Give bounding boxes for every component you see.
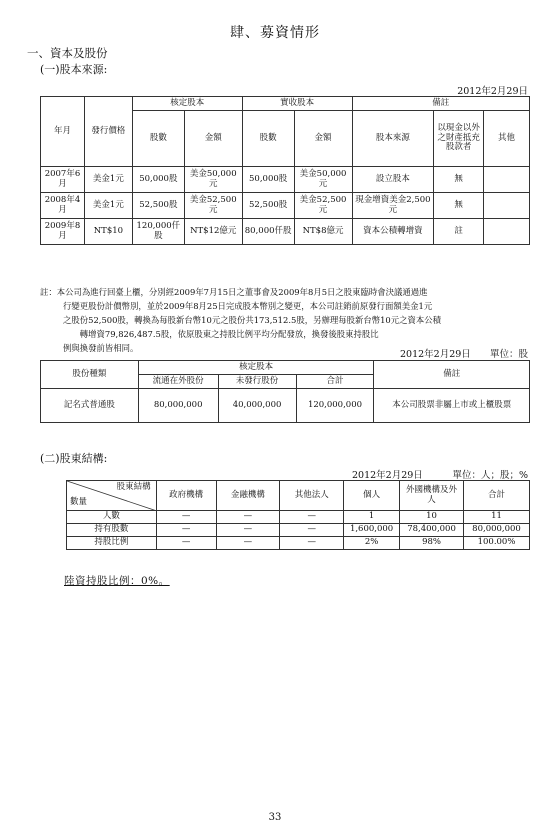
- header-paid-in-capital: 實收股本: [242, 97, 352, 111]
- header-authorized-capital: 核定股本: [138, 361, 374, 375]
- table2-unit: 單位：股: [489, 349, 528, 360]
- note-line: 之股份52,500股，轉換為每股新台幣10元之股份共173,512.5股，另辦理每股新台幣10元之資本公積: [63, 315, 441, 325]
- cell-year-month: 2007年6月: [41, 167, 85, 193]
- section-heading-capital: 一、資本及股份: [27, 46, 108, 60]
- cell-fin: —: [216, 511, 280, 524]
- header-gov: 政府機構: [156, 481, 216, 511]
- cell-authorized-shares: 52,500股: [132, 193, 184, 219]
- header-authorized-capital: 核定股本: [132, 97, 242, 111]
- header-fin: 金融機構: [216, 481, 280, 511]
- note-line: 註：本公司為進行回臺上櫃，分別經2009年7月15日之董事會及2009年8月5日之股東臨時會決議通過進: [40, 287, 428, 297]
- table-row: [67, 511, 530, 524]
- header-outstanding: 流通在外股份: [138, 375, 218, 389]
- subheading-shareholder-structure: (二)股東結構:: [40, 452, 108, 465]
- cell-foreign: 98%: [400, 537, 464, 550]
- cell-outstanding: 80,000,000: [138, 389, 218, 423]
- table-row: [41, 193, 530, 219]
- cell-gov: —: [156, 511, 216, 524]
- header-total: 合計: [296, 375, 374, 389]
- note-line: 行變更股份計價幣別，並於2009年8月25日完成股本幣別之變更，本公司註銷前原發行面額美金1元: [63, 301, 433, 311]
- cell-year-month: 2008年4月: [41, 193, 85, 219]
- cell-gov: —: [156, 537, 216, 550]
- row-label: 持有股數: [67, 524, 157, 537]
- cell-paid-shares: 80,000仟股: [242, 219, 294, 245]
- page-number: 33: [268, 812, 282, 823]
- header-foreign: 外國機構及外人: [400, 481, 464, 511]
- table1-date: 2012年2月29日: [457, 86, 528, 97]
- subheading-capital-source: (一)股本來源:: [40, 63, 108, 76]
- cell-foreign: 10: [400, 511, 464, 524]
- row-label: 持股比例: [67, 537, 157, 550]
- cell-paid-shares: 50,000股: [242, 167, 294, 193]
- cell-other-corp: —: [280, 511, 344, 524]
- shareholder-structure-table: [66, 480, 530, 550]
- cell-unissued: 40,000,000: [218, 389, 296, 423]
- cell-foreign: 78,400,000: [400, 524, 464, 537]
- header-amount: 金額: [184, 111, 242, 167]
- cell-other: [484, 167, 530, 193]
- cell-authorized-shares: 50,000股: [132, 167, 184, 193]
- header-shares: 股數: [132, 111, 184, 167]
- capital-note: [40, 285, 520, 355]
- table3-date: 2012年2月29日: [352, 470, 423, 481]
- cell-share-type: 記名式普通股: [41, 389, 139, 423]
- cell-issue-price: NT$10: [84, 219, 132, 245]
- cell-source: 設立股本: [352, 167, 434, 193]
- table-row: [41, 219, 530, 245]
- mainland-holding-ratio: 陸資持股比例：0%。: [64, 575, 170, 587]
- cell-fin: —: [216, 537, 280, 550]
- cell-non-cash: 無: [434, 193, 484, 219]
- row-label: 人數: [67, 511, 157, 524]
- table2-date: 2012年2月29日: [400, 349, 471, 360]
- cell-authorized-amount: 美金52,500元: [184, 193, 242, 219]
- cell-individual: 1,600,000: [344, 524, 400, 537]
- table-row: [41, 167, 530, 193]
- header-corner: [67, 481, 157, 511]
- cell-paid-amount: 美金50,000元: [294, 167, 352, 193]
- cell-non-cash: 註: [434, 219, 484, 245]
- cell-individual: 2%: [344, 537, 400, 550]
- header-unissued: 未發行股份: [218, 375, 296, 389]
- note-line: 例與換發前皆相同。: [63, 343, 139, 353]
- cell-total: 80,000,000: [464, 524, 530, 537]
- header-non-cash: 以現金以外之財產抵充股款者: [434, 111, 484, 167]
- cell-issue-price: 美金1元: [84, 167, 132, 193]
- cell-remarks: 本公司股票非屬上市或上櫃股票: [374, 389, 530, 423]
- cell-issue-price: 美金1元: [84, 193, 132, 219]
- cell-other: [484, 193, 530, 219]
- cell-authorized-shares: 120,000仟股: [132, 219, 184, 245]
- header-other-corp: 其他法人: [280, 481, 344, 511]
- cell-non-cash: 無: [434, 167, 484, 193]
- header-share-type: 股份種類: [41, 361, 139, 389]
- cell-authorized-amount: NT$12億元: [184, 219, 242, 245]
- cell-individual: 1: [344, 511, 400, 524]
- cell-other-corp: —: [280, 537, 344, 550]
- corner-label-quantity: 數量: [70, 497, 88, 508]
- cell-total: 11: [464, 511, 530, 524]
- capital-source-table: [40, 96, 530, 245]
- header-remarks: 備註: [374, 361, 530, 389]
- table-row: [41, 389, 530, 423]
- cell-paid-amount: NT$8億元: [294, 219, 352, 245]
- header-shares: 股數: [242, 111, 294, 167]
- cell-paid-amount: 美金52,500元: [294, 193, 352, 219]
- cell-total: 100.00%: [464, 537, 530, 550]
- table-row: [67, 537, 530, 550]
- header-other: 其他: [484, 111, 530, 167]
- cell-gov: —: [156, 524, 216, 537]
- cell-authorized-amount: 美金50,000元: [184, 167, 242, 193]
- header-individual: 個人: [344, 481, 400, 511]
- cell-total: 120,000,000: [296, 389, 374, 423]
- cell-source: 資本公積轉增資: [352, 219, 434, 245]
- cell-fin: —: [216, 524, 280, 537]
- corner-label-structure: 股東結構: [116, 482, 151, 492]
- header-amount: 金額: [294, 111, 352, 167]
- share-type-table: [40, 360, 530, 423]
- cell-paid-shares: 52,500股: [242, 193, 294, 219]
- header-year-month: 年月: [41, 97, 85, 167]
- header-total: 合計: [464, 481, 530, 511]
- table3-unit: 單位：人；股；%: [452, 470, 528, 481]
- note-line: 轉增資79,826,487.5股，依原股東之持股比例平均分配發放，換發後股東持股比: [63, 329, 379, 339]
- cell-year-month: 2009年8月: [41, 219, 85, 245]
- table-row: [67, 524, 530, 537]
- cell-other: [484, 219, 530, 245]
- header-capital-source: 股本來源: [352, 111, 434, 167]
- header-remarks: 備註: [352, 97, 530, 111]
- cell-source: 現金增資美金2,500元: [352, 193, 434, 219]
- header-issue-price: 發行價格: [84, 97, 132, 167]
- page-title: 肆、募資情形: [230, 25, 320, 41]
- cell-other-corp: —: [280, 524, 344, 537]
